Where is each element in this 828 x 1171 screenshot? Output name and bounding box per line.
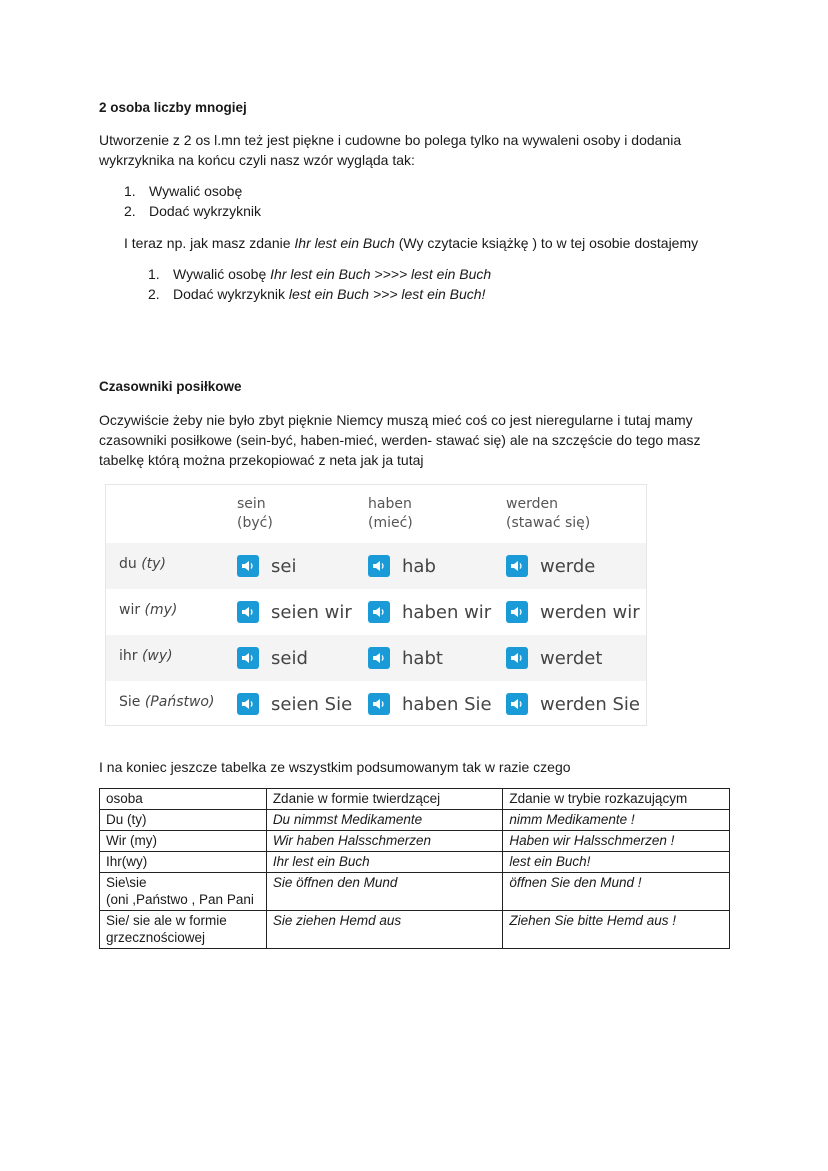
speaker-icon[interactable] [506,693,528,715]
table-header-row [100,789,730,810]
column-header: osoba [100,789,267,810]
speaker-icon[interactable] [237,555,259,577]
table-row [100,852,730,873]
verb-row-sie [106,681,646,727]
statement-cell: Wir haben Halsschmerzen [266,831,503,852]
verb-row-du [106,543,646,589]
person-cell: Ihr(wy) [100,852,267,873]
intro-line: Utworzenie z 2 os l.mn też jest piękne i cudowne bo polega tylko na wywaleni osoby i dodania [99,132,682,148]
verb-form: werdet [540,647,603,669]
list-item: 2. Dodać wykrzyknik lest ein Buch >>> lest ein Buch! [148,286,486,302]
imperative-cell: Haben wir Halsschmerzen ! [503,831,730,852]
speaker-icon[interactable] [368,647,390,669]
statement-cell: Du nimmst Medikamente [266,810,503,831]
verb-form: sei [271,555,297,577]
speaker-icon[interactable] [506,647,528,669]
table-row [100,911,730,949]
verb-form: habt [402,647,443,669]
person-cell: Du (ty) [100,810,267,831]
substeps-list [148,264,491,304]
person-cell: Wir (my) [100,831,267,852]
table-row [100,873,730,911]
example-paragraph: I teraz np. jak masz zdanie Ihr lest ein Buch (Wy czytacie książkę ) to w tej osobie dostajemy [124,235,699,251]
speaker-icon[interactable] [368,555,390,577]
speaker-icon[interactable] [237,601,259,623]
verb-form: haben wir [402,601,492,623]
column-header-werden: werden (stawać się) [506,496,591,531]
list-item: 1. Wywalić osobę [124,183,243,199]
verb-row-ihr [106,635,646,681]
verb-form: hab [402,555,436,577]
auxiliary-paragraph: Oczywiście żeby nie było zbyt pięknie Niemcy muszą mieć coś co jest nieregularne i tutaj mamy czasowniki posiłkowe (sein-być, haben-mieć, werden- stawać się) ale na szczęście do tego masz tabelkę którą można przekopiować z neta jak ja tutaj [99,412,701,468]
table-row [100,810,730,831]
imperative-cell: Ziehen Sie bitte Hemd aus ! [503,911,730,949]
imperative-cell: nimm Medikamente ! [503,810,730,831]
verb-form: haben Sie [402,693,492,715]
column-header: Zdanie w trybie rozkazującym [503,789,730,810]
speaker-icon[interactable] [506,555,528,577]
pronoun: du (ty) [119,556,166,572]
imperative-cell: öffnen Sie den Mund ! [503,873,730,911]
verb-conjugation-table [105,484,647,726]
verb-form: werden Sie [540,693,641,715]
section-heading-plural-2nd: 2 osoba liczby mnogiej [99,100,247,115]
verb-form: werde [540,555,596,577]
verb-form: seien Sie [271,693,353,715]
table-row [100,831,730,852]
speaker-icon[interactable] [368,601,390,623]
person-cell: Sie\sie (oni ,Państwo , Pan Pani [100,873,267,911]
imperative-cell: lest ein Buch! [503,852,730,873]
column-header: Zdanie w formie twierdzącej [266,789,503,810]
steps-list [124,181,261,221]
section-heading-auxiliary-verbs: Czasowniki posiłkowe [99,379,242,394]
verb-form: seien wir [271,601,352,623]
statement-cell: Ihr lest ein Buch [266,852,503,873]
pronoun: ihr (wy) [119,648,173,664]
speaker-icon[interactable] [237,693,259,715]
summary-table [99,788,730,949]
verb-form: seid [271,647,308,669]
column-header-haben: haben (mieć) [368,496,413,531]
statement-cell: Sie ziehen Hemd aus [266,911,503,949]
column-header-sein: sein (być) [237,496,273,531]
intro-paragraph [99,130,739,170]
statement-cell: Sie öffnen den Mund [266,873,503,911]
verb-row-wir [106,589,646,635]
verb-form: werden wir [540,601,640,623]
list-item: 2. Dodać wykrzyknik [124,203,262,219]
person-cell: Sie/ sie ale w formie grzecznościowej [100,911,267,949]
speaker-icon[interactable] [237,647,259,669]
pronoun: wir (my) [119,602,178,618]
summary-intro: I na koniec jeszcze tabelka ze wszystkim podsumowanym tak w razie czego [99,759,571,775]
intro-line: wykrzyknika na końcu czyli nasz wzór wygląda tak: [99,152,415,168]
list-item: 1. Wywalić osobę Ihr lest ein Buch >>>> lest ein Buch [148,266,492,282]
speaker-icon[interactable] [368,693,390,715]
pronoun: Sie (Państwo) [119,694,215,710]
speaker-icon[interactable] [506,601,528,623]
verb-table-header [106,485,646,543]
